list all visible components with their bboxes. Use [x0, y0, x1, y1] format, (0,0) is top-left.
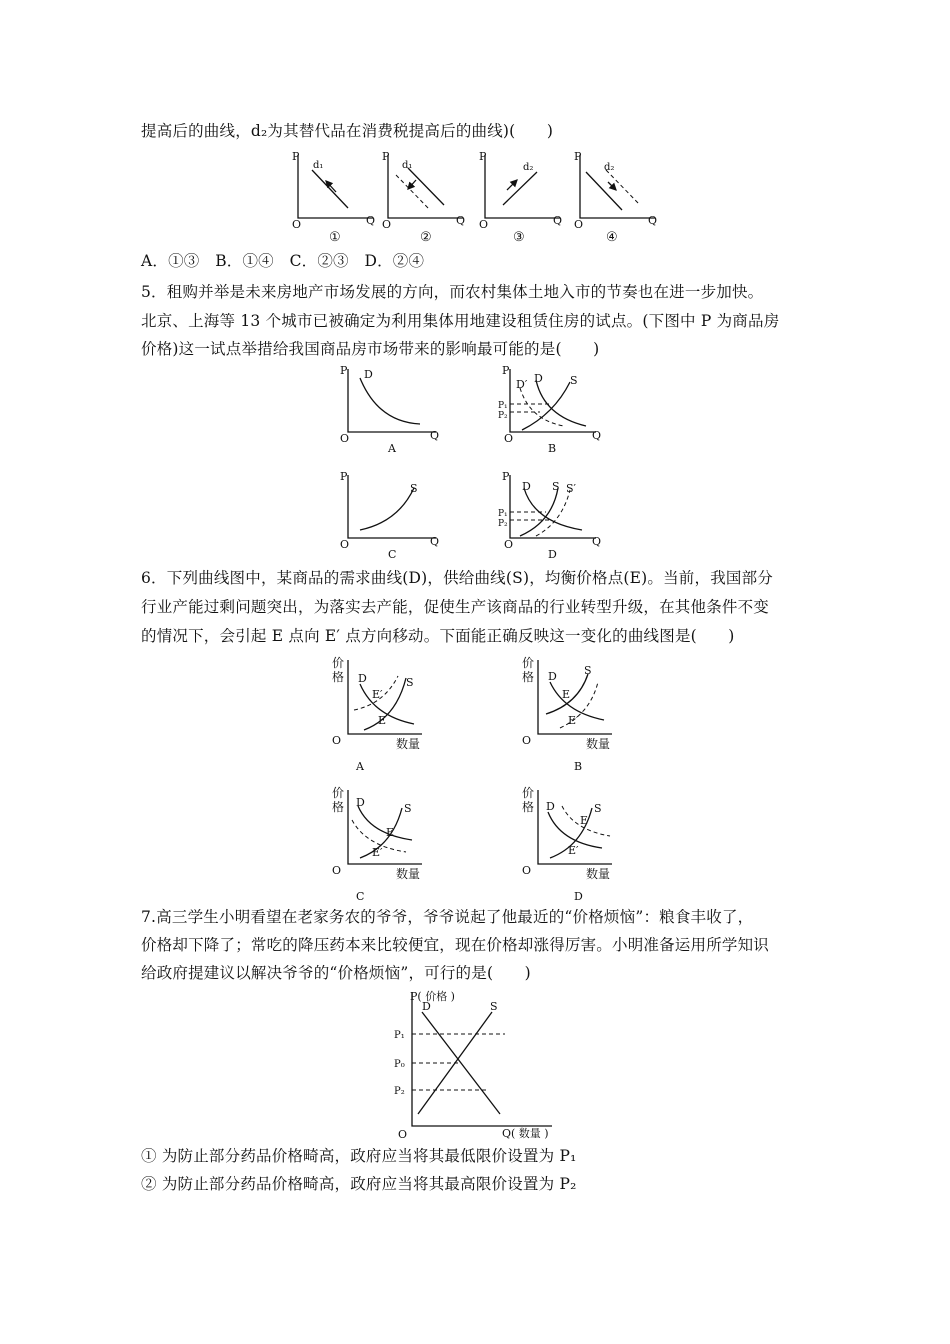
equilibrium-shift-label: E′	[372, 846, 383, 859]
supply-label: S	[552, 480, 560, 493]
graph-number: ③	[513, 230, 525, 245]
q5-line-3: 价格)这一试点举措给我国商品房市场带来的影响最可能的是( )	[141, 340, 600, 358]
price-p2-label: P₂	[498, 519, 508, 529]
equilibrium-shift-label: E′	[568, 714, 579, 727]
curve-label: d₁	[402, 160, 413, 171]
axis-quantity: 数量	[396, 867, 421, 881]
graph-label: C	[356, 890, 365, 903]
origin: O	[382, 218, 392, 231]
axis-price-2: 格	[522, 800, 535, 814]
axis-price-1: 价	[522, 656, 535, 670]
graph-label: A	[356, 760, 364, 773]
q6-line-2: 行业产能过剩问题突出，为落实去产能，促使生产该商品的行业转型升级，在其他条件不变	[141, 598, 770, 616]
axis-quantity: 数量	[396, 737, 421, 751]
q5-line-1: 5．租购并举是未来房地产市场发展的方向，而农村集体土地入市的节奏也在进一步加快。	[141, 283, 764, 301]
demand-label: D	[356, 796, 365, 809]
q6-graph-a	[330, 654, 440, 774]
curve-label: d₂	[523, 162, 534, 173]
curve-label: d₂	[604, 162, 615, 173]
origin: O	[479, 218, 489, 231]
price-p2-label: P₂	[394, 1086, 405, 1097]
q4-graph-2	[378, 150, 473, 245]
q7-line-3: 给政府提建议以解决爷爷的“价格烦恼”，可行的是( )	[141, 964, 531, 982]
q6-graph-b	[520, 654, 630, 774]
axis-price-2: 格	[332, 800, 345, 814]
axis-q: Q	[430, 429, 440, 442]
supply-label: S	[490, 1000, 498, 1013]
graph-label: C	[388, 548, 397, 561]
origin: O	[522, 864, 532, 877]
graph-label: B	[574, 760, 583, 773]
axis-p: P	[502, 470, 510, 483]
graph-number: ②	[420, 230, 432, 245]
axis-p: P	[292, 150, 300, 163]
axis-p: P	[502, 364, 510, 377]
axis-price: P( 价格 )	[410, 990, 455, 1003]
q4-stem-tail: 提高后的曲线，d₂为其替代品在消费税提高后的曲线)( )	[141, 122, 554, 140]
q7-line-2: 价格却下降了；常吃的降压药本来比较便宜，现在价格却涨得厉害。小明准备运用所学知识	[141, 936, 770, 954]
axis-price-2: 格	[332, 670, 345, 684]
origin: O	[340, 432, 350, 445]
supply-label: S	[406, 676, 414, 689]
q6-graph-d	[520, 784, 630, 904]
axis-p: P	[340, 364, 348, 377]
supply-label: S	[584, 664, 592, 677]
graph-label: A	[388, 442, 396, 455]
axis-price-2: 格	[522, 670, 535, 684]
axis-price-1: 价	[522, 786, 535, 800]
axis-q: Q	[648, 214, 658, 227]
supply-label: S	[404, 802, 412, 815]
demand-label: D	[522, 480, 531, 493]
origin: O	[504, 432, 514, 445]
equilibrium-label: E	[580, 814, 589, 827]
axis-q: Q	[366, 214, 376, 227]
supply-label: S	[570, 374, 578, 387]
price-p1-label: P₁	[498, 401, 508, 411]
axis-p: P	[340, 470, 348, 483]
price-p1-label: P₁	[394, 1030, 405, 1041]
q4-graph-3	[475, 150, 570, 245]
axis-quantity: Q( 数量 )	[502, 1127, 549, 1140]
axis-quantity: 数量	[586, 867, 611, 881]
q7-option-2: ② 为防止部分药品价格畸高，政府应当将其最高限价设置为 P₂	[141, 1175, 577, 1193]
equilibrium-shift-label: E′	[568, 844, 579, 857]
q4-options: A．①③ B．①④ C．②③ D．②④	[141, 252, 425, 270]
q5-graph-a	[336, 364, 446, 459]
demand-label: D	[548, 670, 557, 683]
q5-line-2: 北京、上海等 13 个城市已被确定为利用集体用地建设租赁住房的试点。(下图中 P 为商品房	[141, 312, 780, 330]
axis-q: Q	[456, 214, 466, 227]
axis-q: Q	[430, 535, 440, 548]
graph-label: D	[574, 890, 583, 903]
price-p0-label: P₀	[394, 1059, 405, 1070]
supply-label: S	[410, 482, 418, 495]
q7-line-1: 7.高三学生小明看望在老家务农的爷爷，爷爷说起了他最近的“价格烦恼”：粮食丰收了，	[141, 908, 754, 926]
q7-option-1: ① 为防止部分药品价格畸高，政府应当将其最低限价设置为 P₁	[141, 1147, 577, 1165]
q6-line-3: 的情况下，会引起 E 点向 E′ 点方向移动。下面能正确反映这一变化的曲线图是( )	[141, 627, 735, 645]
q7-graph	[392, 986, 562, 1146]
price-p2-label: P₂	[498, 411, 508, 421]
axis-price-1: 价	[332, 786, 345, 800]
demand-label: D	[546, 800, 555, 813]
curve-label: d₁	[313, 160, 324, 171]
origin: O	[504, 538, 514, 551]
origin: O	[332, 864, 342, 877]
axis-quantity: 数量	[586, 737, 611, 751]
q5-graph-c	[336, 470, 446, 565]
q6-line-1: 6．下列曲线图中，某商品的需求曲线(D)，供给曲线(S)，均衡价格点(E)。当前，我国部分	[141, 569, 774, 587]
price-p1-label: P₁	[498, 509, 508, 519]
graph-number: ④	[606, 230, 618, 245]
supply-label: S	[594, 802, 602, 815]
graph-label: D	[548, 548, 557, 561]
origin: O	[332, 734, 342, 747]
origin: O	[522, 734, 532, 747]
equilibrium-label: E	[562, 688, 571, 701]
axis-q: Q	[592, 535, 602, 548]
graph-label: B	[548, 442, 557, 455]
q6-graph-c	[330, 784, 440, 904]
axis-p: P	[382, 150, 390, 163]
axis-p: P	[479, 150, 487, 163]
origin: O	[340, 538, 350, 551]
equilibrium-label: E	[378, 714, 387, 727]
supply-shift-label: S′	[566, 482, 577, 495]
demand-shift-label: D′	[516, 378, 528, 391]
origin: O	[292, 218, 302, 231]
axis-q: Q	[592, 429, 602, 442]
equilibrium-label: E	[386, 826, 395, 839]
origin: O	[398, 1128, 408, 1141]
origin: O	[574, 218, 584, 231]
demand-label: D	[534, 372, 543, 385]
equilibrium-shift-label: E′	[372, 688, 383, 701]
demand-label: D	[358, 672, 367, 685]
q5-graph-b	[496, 364, 611, 459]
axis-p: P	[574, 150, 582, 163]
q5-graph-d	[496, 470, 611, 565]
axis-price-1: 价	[332, 656, 345, 670]
q4-graph-1	[288, 150, 378, 245]
axis-q: Q	[553, 214, 563, 227]
graph-number: ①	[329, 230, 341, 245]
demand-label: D	[364, 368, 373, 381]
demand-label: D	[422, 1000, 431, 1013]
q4-graph-4	[570, 150, 665, 245]
